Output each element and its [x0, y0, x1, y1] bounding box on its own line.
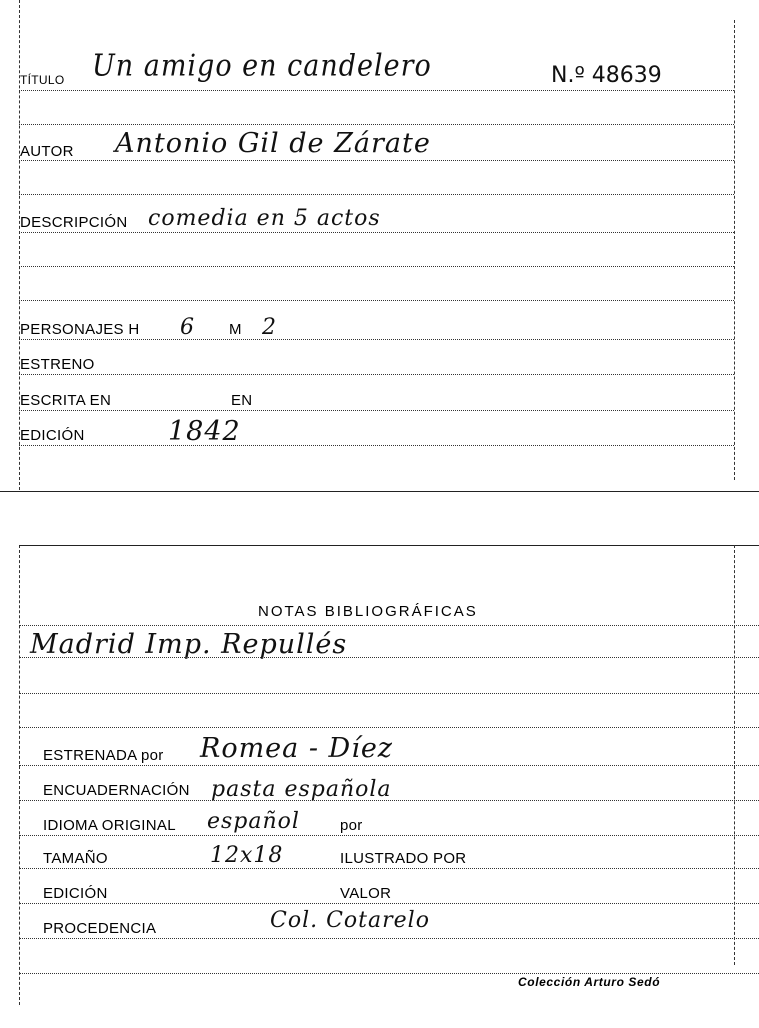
card-left-edge [19, 545, 20, 1005]
autor-label: AUTOR [20, 143, 74, 160]
titulo-line [19, 90, 734, 91]
card-bottom-edge [0, 491, 759, 492]
notas-line-1 [19, 625, 759, 626]
escrita-label: ESCRITA EN [20, 392, 112, 409]
tamano-value: 12x18 [210, 843, 284, 868]
notas-line-2 [19, 657, 759, 658]
idioma-value: español [207, 809, 300, 834]
notas-title: NOTAS BIBLIOGRÁFICAS [258, 603, 478, 620]
estreno-line [19, 374, 734, 375]
escrita-en-label: EN [231, 392, 253, 409]
personajes-m-label: M [229, 321, 242, 338]
autor-line-2 [19, 194, 734, 195]
descripcion-line-3 [19, 300, 734, 301]
collection-footer: Colección Arturo Sedó [518, 975, 661, 989]
edicion-line-bottom [19, 903, 759, 904]
personajes-label: PERSONAJES H [20, 321, 140, 338]
personajes-m-value: 2 [262, 315, 277, 340]
personajes-h-value: 6 [180, 315, 195, 340]
descripcion-value: comedia en 5 actos [148, 206, 381, 231]
idioma-por-label: por [340, 817, 363, 834]
procedencia-value: Col. Cotarelo [270, 908, 430, 933]
catalog-card-top [0, 0, 759, 493]
personajes-line [19, 339, 734, 340]
tamano-label: TAMAÑO [43, 850, 108, 867]
encuadernacion-value: pasta española [211, 777, 392, 802]
titulo-line-2 [19, 124, 734, 125]
card-top-edge [19, 545, 759, 546]
procedencia-line [19, 938, 759, 939]
notas-line-3 [19, 693, 759, 694]
edicion-label: EDICIÓN [20, 427, 85, 444]
ilustrado-label: ILUSTRADO POR [340, 850, 467, 867]
catalog-card-bottom [0, 545, 759, 1015]
estreno-label: ESTRENO [20, 356, 95, 373]
estrenada-value: Romea - Díez [200, 733, 394, 764]
encuadernacion-label: ENCUADERNACIÓN [43, 782, 190, 799]
bottom-line [19, 973, 759, 974]
titulo-label: TÍTULO [20, 73, 65, 87]
escrita-line [19, 410, 734, 411]
autor-value: Antonio Gil de Zárate [115, 128, 431, 159]
idioma-line [19, 835, 759, 836]
autor-line [19, 160, 734, 161]
notas-line-4 [19, 727, 759, 728]
catalog-number: N.º 48639 [551, 63, 662, 88]
valor-label: VALOR [340, 885, 392, 902]
card-right-edge [734, 545, 735, 965]
descripcion-line [19, 232, 734, 233]
estrenada-line [19, 765, 759, 766]
descripcion-label: DESCRIPCIÓN [20, 214, 128, 231]
idioma-label: IDIOMA ORIGINAL [43, 817, 176, 834]
encuadernacion-line [19, 800, 759, 801]
edicion-line [19, 445, 734, 446]
procedencia-label: PROCEDENCIA [43, 920, 157, 937]
card-right-edge [734, 20, 735, 480]
notas-value: Madrid Imp. Repullés [30, 629, 348, 660]
edicion-value: 1842 [168, 416, 241, 447]
edicion-label-bottom: EDICIÓN [43, 885, 108, 902]
descripcion-line-2 [19, 266, 734, 267]
tamano-line [19, 868, 759, 869]
titulo-value: Un amigo en candelero [92, 48, 432, 83]
estrenada-label: ESTRENADA por [43, 747, 164, 764]
